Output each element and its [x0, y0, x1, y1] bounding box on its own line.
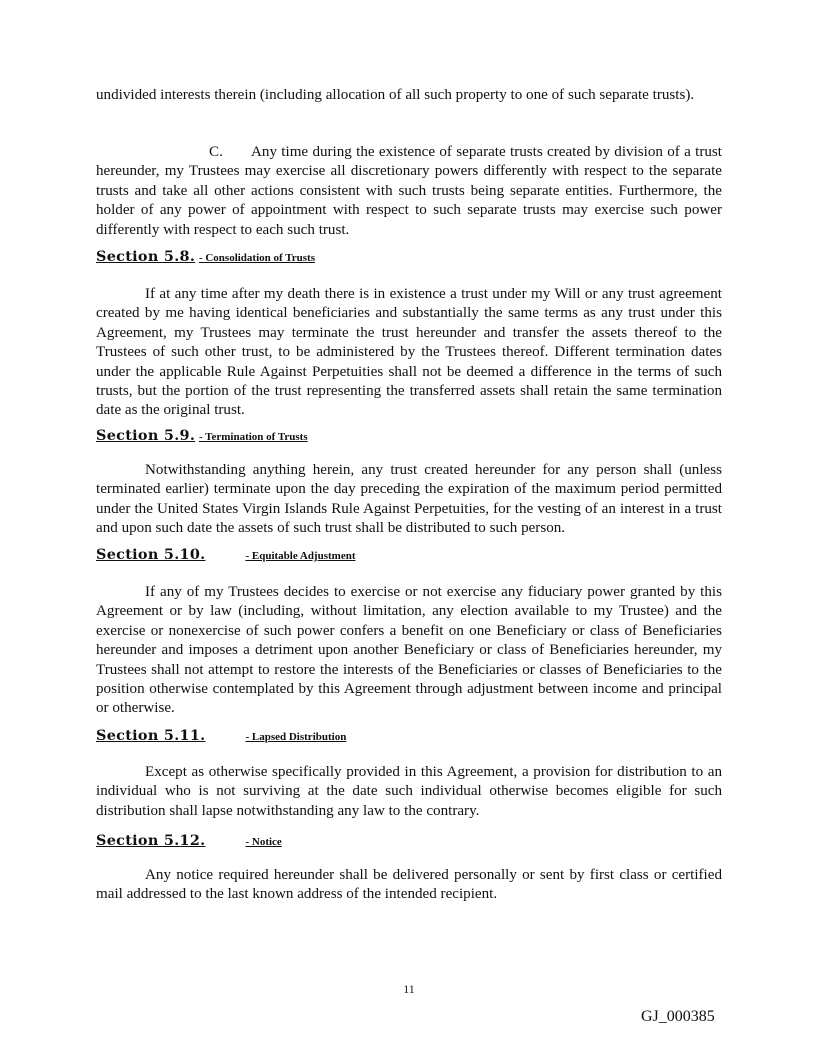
- section-heading-5-8: [96, 247, 315, 268]
- section-number: Section 5.8.: [96, 248, 196, 265]
- section-heading-5-9: [96, 426, 308, 447]
- section-number: Section 5.12.: [96, 832, 206, 849]
- section-heading-5-12: [96, 831, 282, 852]
- section-title: - Termination of Trusts: [198, 431, 308, 443]
- bates-number: GJ_000385: [641, 1008, 715, 1025]
- section-body-5-9: [96, 461, 722, 539]
- section-body-5-8: [96, 285, 722, 421]
- section-heading-5-10: [96, 545, 356, 566]
- continuation-paragraph: [96, 86, 722, 105]
- section-body-text: Except as otherwise specifically provided in this Agreement, a provision for distribution to an individual who is not surviving at the date such individual otherwise becomes eligible for such distribution shall lapse notwithstanding any law to the contrary.: [96, 764, 722, 819]
- section-heading-5-11: [96, 726, 346, 747]
- section-body-5-10: [96, 583, 722, 719]
- page-number: 11: [403, 982, 415, 996]
- section-number: Section 5.11.: [96, 727, 206, 744]
- document-page: [96, 0, 722, 1056]
- section-body-5-11: [96, 763, 722, 821]
- section-body-text: If any of my Trustees decides to exercise or not exercise any fiduciary power granted by this Agreement or by law (including, without limitation, any election available to my Trustee) and the exercise or nonexercise of such power confers a benefit on one Beneficiary or class of Beneficiaries hereunder and imposes a detriment upon another Beneficiary or class of Beneficiaries hereunder, my Trustees shall not attempt to restore the interests of the Beneficiaries or classes of Beneficiaries to the position otherwise contemplated by this Agreement through adjustment between income and principal or otherwise.: [96, 584, 722, 717]
- section-title: - Lapsed Distribution: [245, 731, 347, 743]
- section-body-5-12: [96, 866, 722, 905]
- continuation-text: undivided interests therein (including allocation of all such property to one of such separate trusts).: [96, 87, 695, 103]
- section-number: Section 5.9.: [96, 427, 196, 444]
- section-body-text: Notwithstanding anything herein, any trust created hereunder for any person shall (unless terminated earlier) terminate upon the day preceding the expiration of the maximum period permitted under the United States Virgin Islands Rule Against Perpetuities, for the vesting of an interest in a trust and upon such date the assets of such trust shall be distributed to such person.: [96, 462, 722, 537]
- subsection-c-paragraph: [96, 143, 722, 240]
- section-body-text: If at any time after my death there is in existence a trust under my Will or any trust agreement created by me having identical beneficiaries and substantially the same terms as any trust under this Agreement, my Trustees may terminate the trust hereunder and transfer the assets thereof to the Trustees of such other trust, to be administered by the Trustees thereof. Different termination dates under the applicable Rule Against Perpetuities shall not be deemed a difference in the terms of such trusts, but the portion of the trust representing the transferred assets shall retain the same termination date as the original trust.: [96, 286, 722, 419]
- subsection-c-text: Any time during the existence of separate trusts created by division of a trust hereunder, my Trustees may exercise all discretionary powers differently with respect to the separate trusts and take all other actions consistent with such trusts being separate entities. Furthermore, the holder of any power of appointment with respect to such separate trusts may exercise such power differently with respect to each such trust.: [96, 144, 722, 238]
- section-title: - Equitable Adjustment: [245, 550, 356, 562]
- section-title: - Consolidation of Trusts: [198, 252, 315, 264]
- subsection-c-letter: C.: [209, 144, 223, 160]
- subsection-c: [96, 143, 722, 240]
- section-body-text: Any notice required hereunder shall be delivered personally or sent by first class or certified mail addressed to the last known address of the intended recipient.: [96, 867, 722, 903]
- section-number: Section 5.10.: [96, 546, 206, 563]
- section-title: - Notice: [245, 836, 282, 848]
